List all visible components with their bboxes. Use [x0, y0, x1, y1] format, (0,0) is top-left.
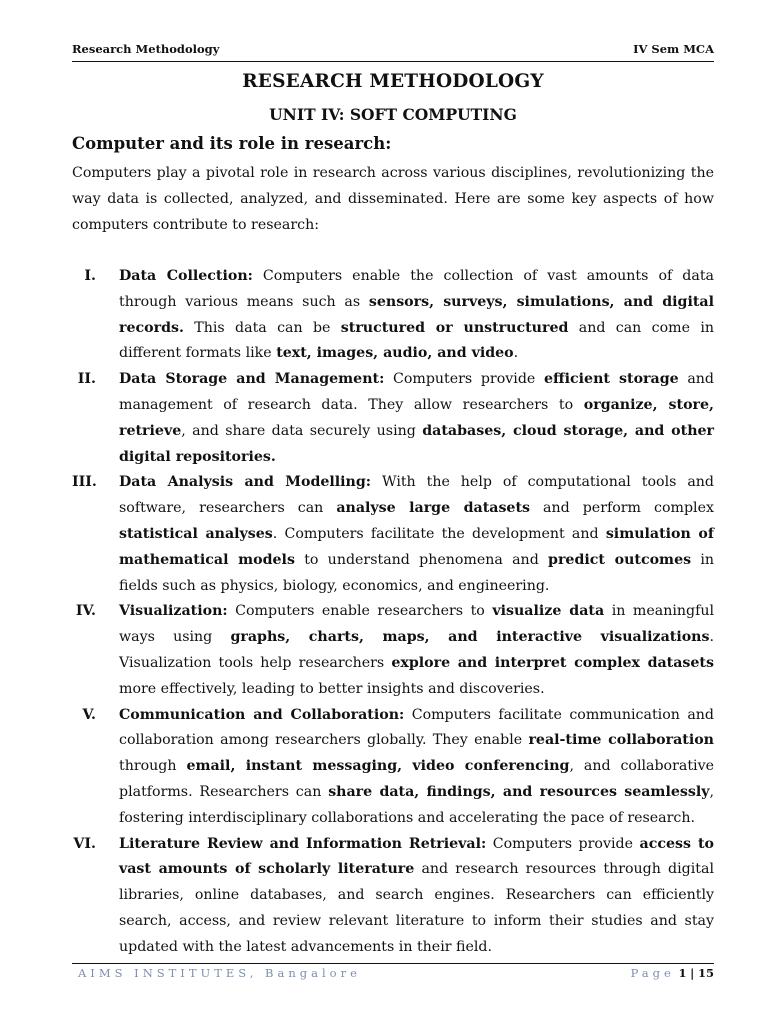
bold-text: visualize data — [492, 603, 605, 620]
bold-text: explore and interpret complex datasets — [391, 654, 714, 671]
list-item-number: I. — [84, 268, 96, 284]
bold-text: efficient storage — [543, 371, 679, 388]
document-title: RESEARCH METHODOLOGY — [242, 71, 544, 92]
list-item-number: III. — [72, 474, 97, 491]
bold-text: Data Storage and Management: — [119, 371, 385, 388]
unit-title: UNIT IV: SOFT COMPUTING — [269, 105, 517, 124]
body-text: , and share data securely using — [181, 422, 423, 439]
body-text: Computers provide — [384, 371, 544, 388]
body-text: , and collaborative platforms. Researchers can — [119, 758, 714, 800]
footer-page-number — [631, 966, 714, 980]
roles-list — [72, 264, 714, 961]
list-item — [72, 264, 714, 367]
body-text: and management of research data. They allow researchers to — [119, 371, 714, 413]
bold-text: email, instant messaging, video conferencing — [186, 758, 570, 775]
running-header — [72, 42, 714, 60]
bold-text: Data Analysis and Modelling: — [119, 474, 372, 491]
list-item — [72, 599, 714, 702]
header-semester: IV Sem MCA — [633, 42, 714, 56]
body-text: . Computers facilitate the development and — [272, 525, 606, 542]
body-text: Computers enable researchers to — [227, 603, 493, 620]
list-item-number: VI. — [73, 835, 96, 852]
current-page: 1 — [678, 966, 687, 980]
list-item-number: II. — [77, 371, 96, 388]
page-separator: | — [690, 966, 695, 980]
body-text: and can come in different formats like — [119, 319, 714, 362]
bold-text: predict outcomes — [548, 551, 692, 568]
list-item-number: IV. — [75, 603, 96, 620]
list-item-number: V. — [82, 706, 96, 723]
body-text: . — [513, 345, 519, 362]
list-item — [72, 367, 714, 470]
body-text: and research resources through digital libraries, online databases, and search engines. Researchers can efficiently search, access, and review relevant literature to inform their studies and stay updated with the latest advancements in their field. — [119, 861, 714, 955]
bold-text: databases, cloud storage, and other digital repositories. — [119, 422, 715, 465]
body-text: . Visualization tools help researchers — [119, 629, 714, 671]
bold-text: sensors, surveys, simulations, and digital records. — [119, 293, 714, 336]
body-text: to understand phenomena and — [294, 551, 549, 568]
body-text: in meaningful ways using — [119, 603, 715, 646]
bold-text: simulation of mathematical models — [119, 525, 714, 568]
body-text: in fields such as physics, biology, economics, and engineering. — [119, 551, 715, 594]
body-text: more effectively, leading to better insights and discoveries. — [119, 680, 545, 697]
bold-text: statistical analyses — [119, 525, 273, 542]
bold-text: access to vast amounts of scholarly literature — [119, 835, 714, 878]
footer-institute: AIMS INSTITUTES, Bangalore — [78, 966, 361, 980]
bold-text: graphs, charts, maps, and interactive visualizations — [230, 629, 710, 646]
total-pages: 15 — [697, 966, 714, 980]
intro-paragraph: Computers play a pivotal role in research across various disciplines, revolutionizing the way data is collected, analyzed, and disseminated. Here are some key aspects of how computers contribute to research: — [72, 165, 714, 233]
bold-text: analyse large datasets — [336, 500, 530, 517]
header-divider — [72, 61, 714, 62]
list-item — [72, 470, 714, 599]
list-item — [72, 703, 714, 832]
body-text: With the help of computational tools and software, researchers can — [119, 474, 714, 517]
bold-text: structured or unstructured — [340, 319, 569, 336]
body-text: Computers facilitate communication and collaboration among researchers globally. They enable — [119, 706, 714, 749]
body-text: through — [119, 758, 187, 775]
body-text: and perform complex — [530, 500, 714, 517]
bold-text: real-time collaboration — [528, 732, 714, 749]
header-course-name: Research Methodology — [72, 42, 220, 56]
page-label: Page — [630, 966, 675, 980]
bold-text: share data, findings, and resources seamlessly — [328, 783, 710, 800]
bold-text: Visualization: — [119, 603, 228, 620]
body-text: This data can be — [183, 319, 341, 336]
body-text: Computers provide — [486, 835, 640, 852]
bold-text: Communication and Collaboration: — [119, 706, 405, 723]
body-text: , fostering interdisciplinary collaborations and accelerating the pace of research. — [119, 783, 714, 826]
footer-divider — [72, 963, 714, 964]
bold-text: organize, store, retrieve — [119, 396, 714, 439]
list-item — [72, 832, 714, 961]
bold-text: text, images, audio, and video — [276, 345, 514, 362]
bold-text: Literature Review and Information Retrieval: — [119, 835, 487, 852]
bold-text: Data Collection: — [119, 268, 253, 284]
section-heading: Computer and its role in research: — [72, 134, 392, 153]
body-text: Computers enable the collection of vast amounts of data through various means such as — [119, 268, 714, 310]
